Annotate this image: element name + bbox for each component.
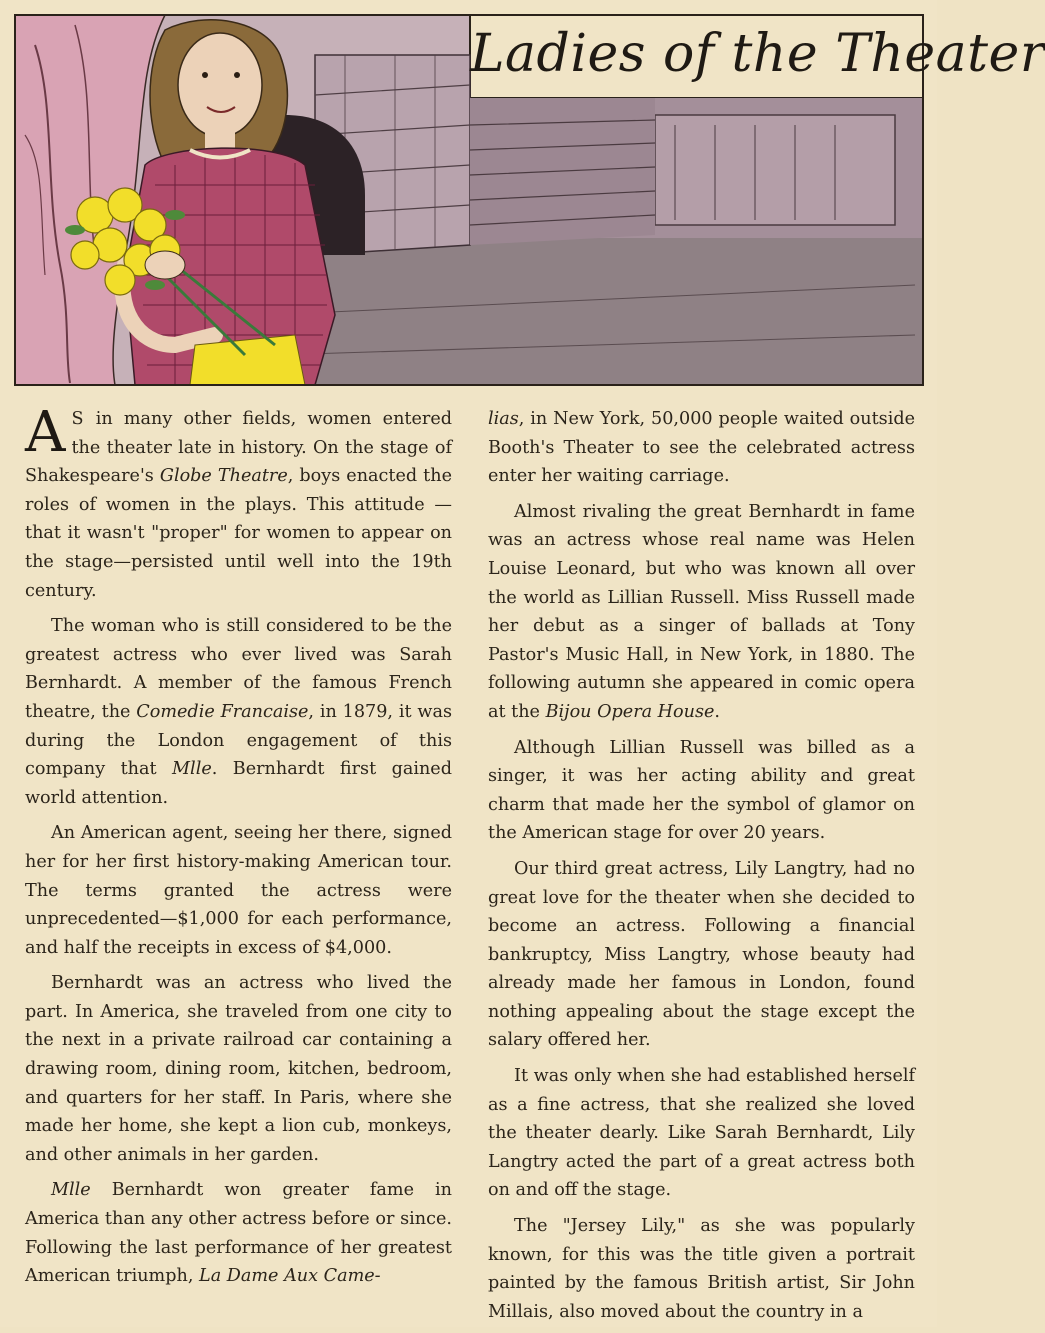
paragraph-9: Our third great actress, Lily Langtry, had no great love for the theater when she decided to become an actress. Following a financial bankruptcy, Miss Langtry, whose beauty had already made her famous in London, found nothing appealing about the stage except the salary offered her. — [488, 858, 915, 1051]
paragraph-6: lias, in New York, 50,000 people waited outside Booth's Theater to see the celebrated actress enter her waiting carriage. — [488, 409, 915, 487]
paragraph-5: Mlle Bernhardt won greater fame in America than any other actress before or since. Following the last performance of her greatest American triumph, La Dame Aux Came- — [25, 1180, 452, 1287]
left-text-column — [25, 400, 452, 1298]
page-title: Ladies of the Theater — [470, 24, 1045, 84]
paragraph-3: An American agent, seeing her there, signed her for her first history-making American tour. The terms granted the actress were unprecedented—$1,000 for each performance, and half the receipts in excess of $4,000. — [25, 823, 452, 958]
paragraph-8: Although Lillian Russell was billed as a singer, it was her acting ability and great charm that made her the symbol of glamor on the American stage for over 20 years. — [488, 737, 915, 844]
paragraph-1: A S in many other fields, women entered the theater late in history. On the stage of Shakespeare's Globe Theatre, boys enacted the roles of women in the plays. This attitude —that it wasn't "proper" for women to appear on the stage—persisted until well into the 19th century. — [25, 400, 452, 601]
paragraph-2: The woman who is still considered to be the greatest actress who ever lived was Sarah Bernhardt. A member of the famous French theatre, the Comedie Francaise, in 1879, it was during the London engagement of this company that Mlle. Bernhardt first gained world attention. — [25, 616, 452, 808]
paragraph-4: Bernhardt was an actress who lived the part. In America, she traveled from one city to the next in a private railroad car containing a drawing room, dining room, kitchen, bedroom, and quarters for her staff. In Paris, where she made her home, she kept a lion cub, monkeys, and other animals in her garden. — [25, 973, 452, 1165]
paragraph-11: The "Jersey Lily," as she was popularly known, for this was the title given a portrait painted by the famous British artist, Sir John Millais, also moved about the country in a — [488, 1216, 915, 1322]
drop-cap: A — [25, 400, 66, 465]
paragraph-7: Almost rivaling the great Bernhardt in fame was an actress whose real name was Helen Louise Leonard, but who was known all over the world as Lillian Russell. Miss Russell made her debut as a singer of ballads at Tony Pastor's Music Hall, in New York, in 1880. The following autumn she appeared in comic opera at the Bijou Opera House. — [488, 501, 915, 722]
paragraph-10: It was only when she had established herself as a fine actress, that she realized she loved the theater dearly. Like Sarah Bernhardt, Lily Langtry acted the part of a great actress both on and off the stage. — [488, 1066, 915, 1201]
right-text-column — [488, 405, 915, 1333]
